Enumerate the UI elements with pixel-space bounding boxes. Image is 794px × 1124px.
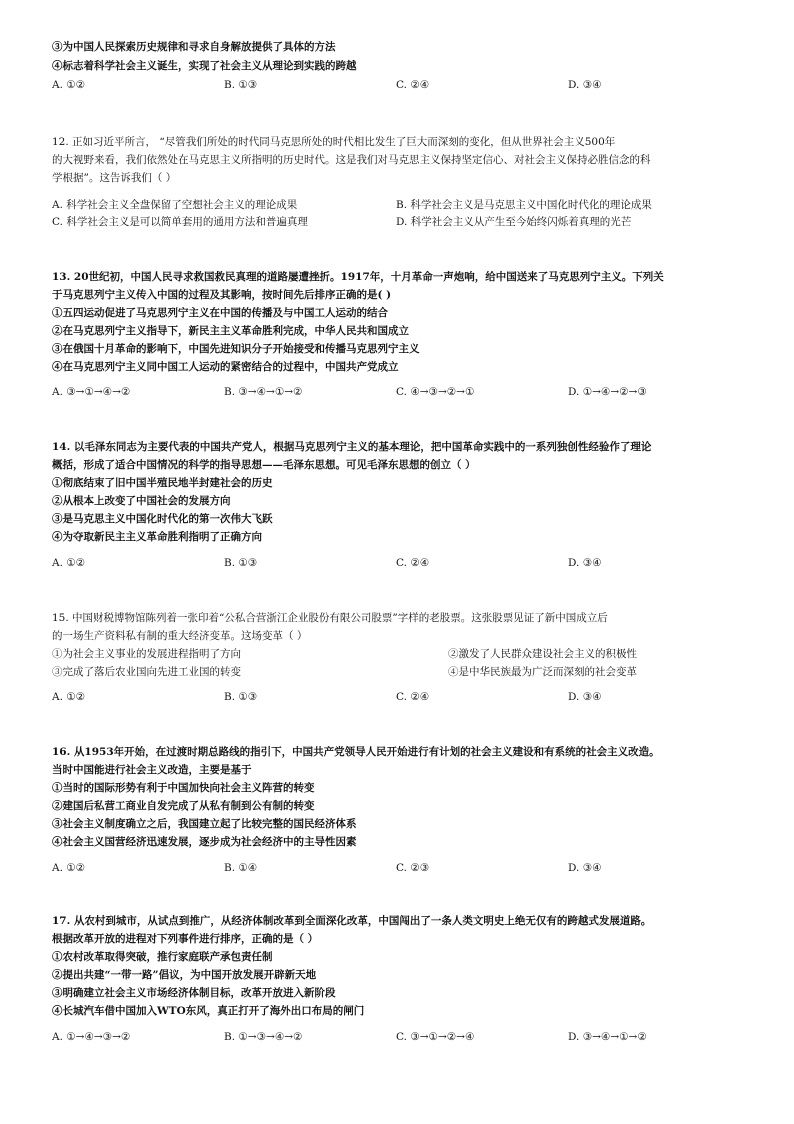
q14-stem-line-2: 概括，形成了适合中国情况的科学的指导思想——毛泽东思想。可见毛泽东思想的创立（ ） bbox=[52, 459, 476, 471]
q12-option-b: B. 科学社会主义是马克思主义中国化时代化的理论成果 bbox=[396, 199, 652, 211]
q15-item-1: ①为社会主义事业的发展进程指明了方向 bbox=[52, 648, 241, 660]
option-a: A. ①② bbox=[52, 79, 86, 91]
q14-option-d: D. ③④ bbox=[568, 557, 602, 569]
q15-option-c: C. ②④ bbox=[396, 691, 430, 703]
q15-item-3: ③完成了落后农业国向先进工业国的转变 bbox=[52, 666, 241, 678]
q17-item-4: ④长城汽车借中国加入WTO东风，真正打开了海外出口布局的闸门 bbox=[52, 1005, 365, 1017]
q17-option-a: A. ①→④→③→② bbox=[52, 1031, 131, 1043]
q13-option-b: B. ③→④→①→② bbox=[224, 386, 303, 398]
q17-option-c: C. ③→①→②→④ bbox=[396, 1031, 475, 1043]
q13-option-c: C. ④→③→②→① bbox=[396, 386, 475, 398]
q17-stem-line-2: 根据改革开放的进程对下列事件进行排序，正确的是（ ） bbox=[52, 933, 319, 945]
option-c: C. ②④ bbox=[396, 79, 430, 91]
q14-stem-line-1: 14. 以毛泽东同志为主要代表的中国共产党人，根据马克思列宁主义的基本理论，把中国革命实践中的一系列独创性经验作了理论 bbox=[52, 441, 652, 453]
q14-item-2: ②从根本上改变了中国社会的发展方向 bbox=[52, 495, 231, 507]
q13-option-a: A. ③→①→④→② bbox=[52, 386, 131, 398]
q13-item-4: ④在马克思列宁主义同中国工人运动的紧密结合的过程中，中国共产党成立 bbox=[52, 361, 399, 373]
q16-stem-line-1: 16. 从1953年开始，在过渡时期总路线的指引下，中国共产党领导人民开始进行有计划的社会主义建设和有系统的社会主义改造。 bbox=[52, 746, 660, 758]
q13-option-d: D. ①→④→②→③ bbox=[568, 386, 647, 398]
q14-item-4: ④为夺取新民主主义革命胜利指明了正确方向 bbox=[52, 531, 262, 543]
q15-option-b: B. ①③ bbox=[224, 691, 258, 703]
q14-option-a: A. ①② bbox=[52, 557, 86, 569]
q17-item-2: ②提出共建“一带一路”倡议，为中国开放发展开辟新天地 bbox=[52, 969, 317, 981]
q13-stem-line-2: 于马克思列宁主义传入中国的过程及其影响，按时间先后排序正确的是( ) bbox=[52, 289, 392, 301]
q12-stem-line-1: 12. 正如习近平所言， “尽管我们所处的时代同马克思所处的时代相比发生了巨大而深刻的变化，但从世界社会主义500年 bbox=[52, 136, 616, 148]
q14-item-3: ③是马克思主义中国化时代化的第一次伟大飞跃 bbox=[52, 513, 273, 525]
q16-item-3: ③社会主义制度确立之后，我国建立起了比较完整的国民经济体系 bbox=[52, 818, 357, 830]
q15-stem-line-1: 15. 中国财税博物馆陈列着一张印着“公私合营浙江企业股份有限公司股票”字样的老股票。这张股票见证了新中国成立后 bbox=[52, 612, 608, 624]
q12-stem-line-2: 的大视野来看，我们依然处在马克思主义所指明的历史时代。这是我们对马克思主义保持坚定信心、对社会主义保持必胜信念的科 bbox=[52, 154, 651, 166]
q13-stem-line-1: 13. 20世纪初，中国人民寻求救国救民真理的道路屡遭挫折。1917年，十月革命一声炮响，给中国送来了马克思列宁主义。下列关 bbox=[52, 271, 664, 283]
q17-option-b: B. ①→③→④→② bbox=[224, 1031, 303, 1043]
q16-stem-line-2: 当时中国能进行社会主义改造，主要是基于 bbox=[52, 764, 252, 776]
q15-stem-line-2: 的一场生产资料私有制的重大经济变革。这场变革（ ） bbox=[52, 630, 308, 642]
q16-option-c: C. ②③ bbox=[396, 862, 430, 874]
q16-item-2: ②建国后私营工商业自发完成了从私有制到公有制的转变 bbox=[52, 800, 315, 812]
q15-item-2: ②激发了人民群众建设社会主义的积极性 bbox=[448, 648, 637, 660]
q13-item-3: ③在俄国十月革命的影响下，中国先进知识分子开始接受和传播马克思列宁主义 bbox=[52, 343, 420, 355]
q16-option-a: A. ①② bbox=[52, 862, 86, 874]
q16-item-1: ①当时的国际形势有利于中国加快向社会主义阵营的转变 bbox=[52, 782, 315, 794]
q12-stem-line-3: 学根据”。这告诉我们（ ） bbox=[52, 172, 177, 184]
option-d: D. ③④ bbox=[568, 79, 602, 91]
q17-item-1: ①农村改革取得突破，推行家庭联产承包责任制 bbox=[52, 951, 273, 963]
q15-item-4: ④是中华民族最为广泛而深刻的社会变革 bbox=[448, 666, 637, 678]
q17-item-3: ③明确建立社会主义市场经济体制目标，改革开放进入新阶段 bbox=[52, 987, 336, 999]
q14-option-b: B. ①③ bbox=[224, 557, 258, 569]
statement-3: ③为中国人民探索历史规律和寻求自身解放提供了具体的方法 bbox=[52, 41, 336, 53]
q12-option-d: D. 科学社会主义从产生至今始终闪烁着真理的光芒 bbox=[396, 216, 632, 228]
q16-item-4: ④社会主义国营经济迅速发展，逐步成为社会经济中的主导性因素 bbox=[52, 836, 357, 848]
statement-4: ④标志着科学社会主义诞生，实现了社会主义从理论到实践的跨越 bbox=[52, 60, 357, 72]
q15-option-d: D. ③④ bbox=[568, 691, 602, 703]
q13-item-1: ①五四运动促进了马克思列宁主义在中国的传播及与中国工人运动的结合 bbox=[52, 307, 388, 319]
q16-option-b: B. ①④ bbox=[224, 862, 258, 874]
option-b: B. ①③ bbox=[224, 79, 258, 91]
q17-stem-line-1: 17. 从农村到城市，从试点到推广，从经济体制改革到全面深化改革，中国闯出了一条人类文明史上绝无仅有的跨越式发展道路。 bbox=[52, 915, 652, 927]
q14-option-c: C. ②④ bbox=[396, 557, 430, 569]
q14-item-1: ①彻底结束了旧中国半殖民地半封建社会的历史 bbox=[52, 477, 273, 489]
q15-option-a: A. ①② bbox=[52, 691, 86, 703]
q12-option-a: A. 科学社会主义全盘保留了空想社会主义的理论成果 bbox=[52, 199, 298, 211]
q17-option-d: D. ③→④→①→② bbox=[568, 1031, 647, 1043]
q16-option-d: D. ③④ bbox=[568, 862, 602, 874]
q12-option-c: C. 科学社会主义是可以简单套用的通用方法和普遍真理 bbox=[52, 216, 308, 228]
q13-item-2: ②在马克思列宁主义指导下，新民主主义革命胜利完成，中华人民共和国成立 bbox=[52, 325, 409, 337]
